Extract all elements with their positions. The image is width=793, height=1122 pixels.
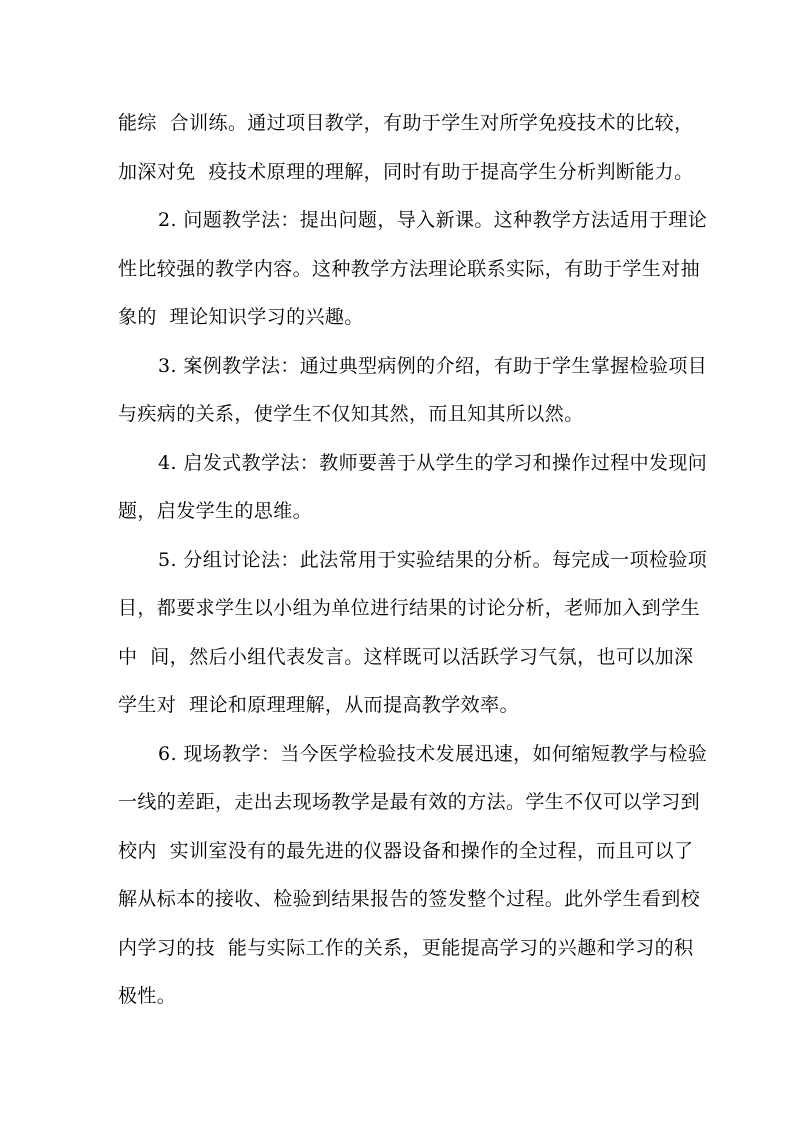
paragraph-start-line: 6. 现场教学：当今医学检验技术发展迅速，如何缩短教学与检验: [158, 742, 708, 765]
paragraph-start-line: 5. 分组讨论法：此法常用于实验结果的分析。每完成一项检验项: [158, 548, 708, 571]
text-line: 性比较强的教学内容。这种教学方法理论联系实际，有助于学生对抽: [118, 257, 701, 280]
text-line: 中 间，然后小组代表发言。这样既可以活跃学习气氛，也可以加深: [118, 645, 694, 668]
text-line: 极性。: [118, 985, 177, 1007]
text-line: 解从标本的接收、检验到结果报告的签发整个过程。此外学生看到校: [118, 888, 701, 910]
text-line: 一线的差距，走出去现场教学是最有效的方法。学生不仅可以学习到: [118, 791, 701, 813]
text-line: 象的 理论知识学习的兴趣。: [118, 306, 364, 328]
text-line: 与疾病的关系，使学生不仅知其然，而且知其所以然。: [118, 403, 584, 425]
text-line: 学生对 理论和原理理解，从而提高教学效率。: [118, 694, 519, 716]
text-line: 目，都要求学生以小组为单位进行结果的讨论分析，老师加入到学生: [118, 597, 701, 619]
text-line: 题，启发学生的思维。: [118, 500, 313, 522]
paragraph-start-line: 4. 启发式教学法：教师要善于从学生的学习和操作过程中发现问: [158, 451, 708, 474]
text-line: 能综 合训练。通过项目教学，有助于学生对所学免疫技术的比较，: [118, 112, 694, 134]
body-text: [118, 99, 708, 1021]
paragraph-start-line: 2. 问题教学法：提出问题，导入新课。这种教学方法适用于理论: [158, 209, 708, 231]
text-line: 内学习的技 能与实际工作的关系，更能提高学习的兴趣和学习的积: [118, 936, 694, 959]
paragraph-start-line: 3. 案例教学法：通过典型病例的介绍，有助于学生掌握检验项目: [158, 354, 708, 377]
text-line: 加深对免 疫技术原理的理解，同时有助于提高学生分析判断能力。: [118, 160, 694, 183]
text-line: 校内 实训室没有的最先进的仪器设备和操作的全过程，而且可以了: [118, 839, 694, 862]
